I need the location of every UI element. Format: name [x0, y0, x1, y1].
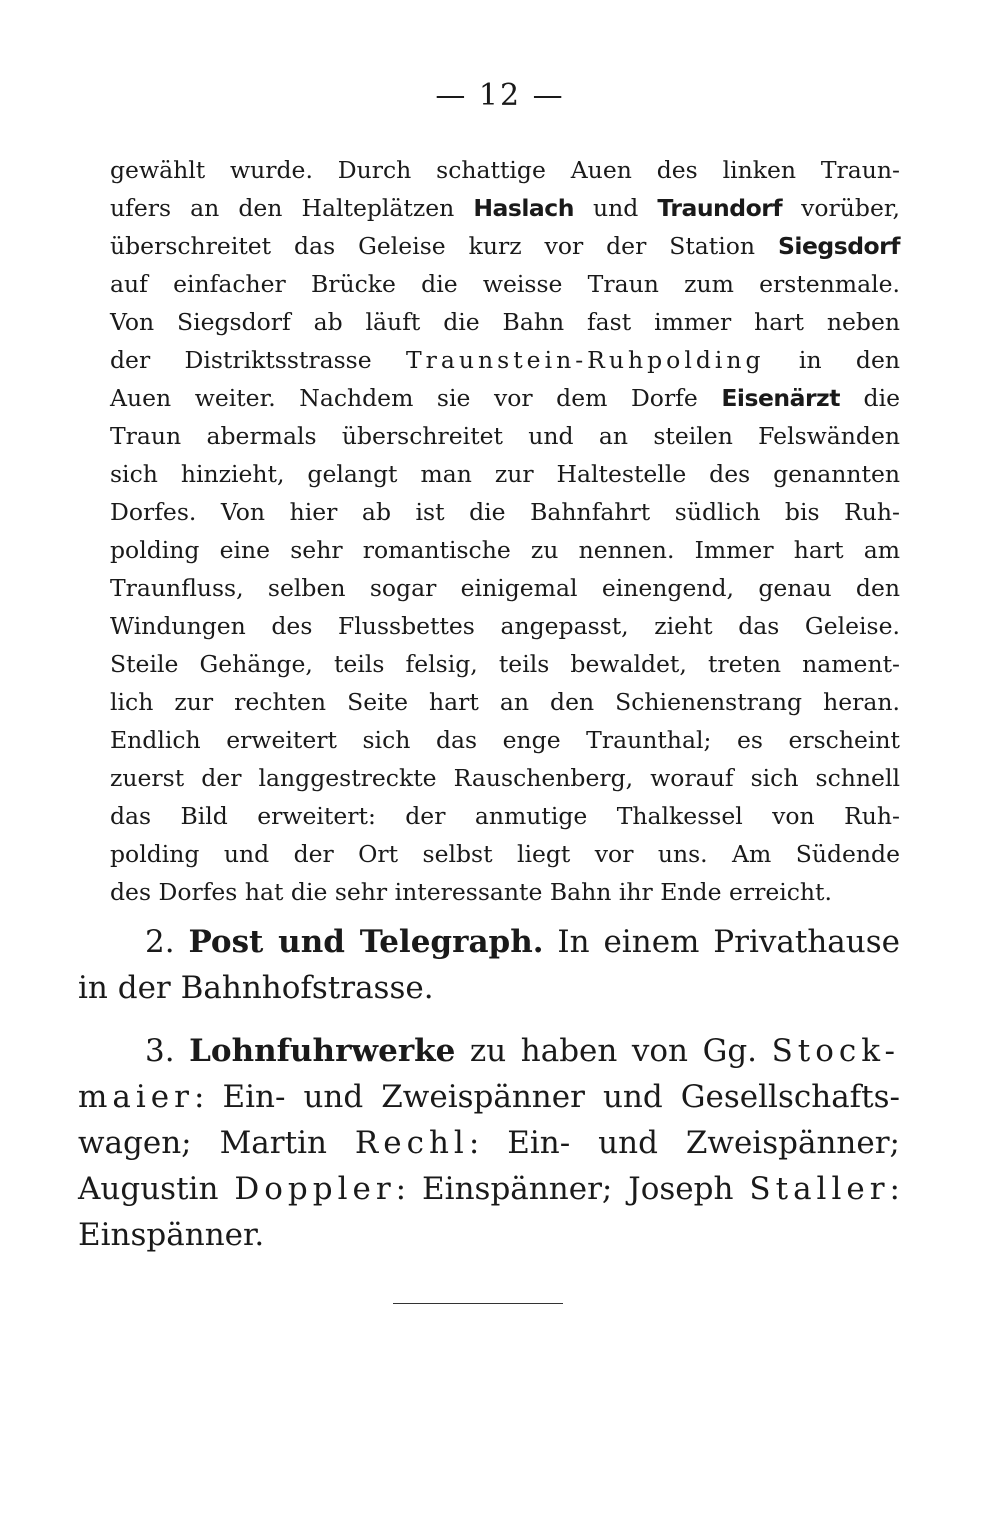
text-line: Dorfes. Von hier ab ist die Bahnfahrt südlich bis Ruh- — [110, 498, 900, 526]
text-line: Einspänner. — [78, 1217, 265, 1253]
text-run: : Einspänner; Joseph — [395, 1171, 750, 1207]
text-line: polding eine sehr romantische zu nennen. Immer hart am — [110, 536, 900, 564]
text-run: ufers an den Halteplätzen — [110, 194, 474, 222]
place-name-traundorf: Traundorf — [657, 194, 783, 222]
text-line: das Bild erweitert: der anmutige Thalkessel von Ruh- — [110, 802, 900, 830]
text-run: : Ein- und Zweispänner; — [468, 1125, 900, 1161]
text-line — [78, 1125, 900, 1161]
text-run: Auen weiter. Nachdem sie vor dem Dorfe — [110, 384, 722, 412]
spaced-name: Doppler — [234, 1171, 396, 1207]
text-run: wagen; Martin — [78, 1125, 355, 1161]
text-run: In einem Privathause — [543, 924, 900, 960]
spaced-name: Staller — [749, 1171, 890, 1207]
text-run: die — [839, 384, 900, 412]
text-line: Traun abermals überschreitet und an steilen Felswänden — [110, 422, 900, 450]
text-line: polding und der Ort selbst liegt vor uns. Am Südende — [110, 840, 900, 868]
text-run: Augustin — [78, 1171, 235, 1207]
text-line: zuerst der langgestreckte Rauschenberg, worauf sich schnell — [110, 764, 900, 792]
text-line — [78, 1079, 900, 1115]
text-line — [110, 384, 900, 412]
text-line: lich zur rechten Seite hart an den Schienenstrang heran. — [110, 688, 900, 716]
text-line: Von Siegsdorf ab läuft die Bahn fast immer hart neben — [110, 308, 900, 336]
place-name-haslach: Haslach — [473, 194, 574, 222]
text-line — [110, 346, 900, 374]
text-line — [110, 194, 900, 222]
text-line: Steile Gehänge, teils felsig, teils bewaldet, treten nament- — [110, 650, 900, 678]
text-line: Endlich erweitert sich das enge Traunthal; es erscheint — [110, 726, 900, 754]
place-name-eisenaerzt: Eisenärzt — [721, 384, 840, 412]
section-heading: Post und Telegraph. — [188, 924, 544, 960]
text-run: in den — [764, 346, 900, 374]
text-line: in der Bahnhofstrasse. — [78, 970, 434, 1006]
section-number: 2. — [145, 924, 189, 960]
text-line: auf einfacher Brücke die weisse Traun zum erstenmale. — [110, 270, 900, 298]
text-line: sich hinzieht, gelangt man zur Haltestelle des genannten — [110, 460, 900, 488]
end-rule — [393, 1303, 563, 1304]
section-heading: Lohnfuhrwerke — [189, 1033, 456, 1069]
text-run: überschreitet das Geleise kurz vor der Station — [110, 232, 778, 260]
text-line — [110, 232, 900, 260]
spaced-road-name: Traunstein-Ruhpolding — [405, 346, 765, 374]
text-run: zu haben von Gg. — [455, 1033, 772, 1069]
text-run: der Distriktsstrasse — [110, 346, 406, 374]
text-line — [145, 924, 900, 960]
page-number: — 12 — — [435, 78, 565, 113]
text-run: : — [889, 1171, 900, 1207]
place-name-siegsdorf: Siegsdorf — [777, 232, 900, 260]
text-run: : Ein- und Zweispänner und Gesellschafts- — [193, 1079, 900, 1115]
text-line: des Dorfes hat die sehr interessante Bahn ihr Ende erreicht. — [110, 878, 832, 906]
spaced-name: maier — [78, 1079, 194, 1115]
text-run: vorüber, — [782, 194, 900, 222]
text-line: Windungen des Flussbettes angepasst, zieht das Geleise. — [110, 612, 900, 640]
spaced-name: Stock- — [771, 1033, 900, 1069]
section-number: 3. — [145, 1033, 190, 1069]
text-line: Traunfluss, selben sogar einigemal einengend, genau den — [110, 574, 900, 602]
text-line: gewählt wurde. Durch schattige Auen des linken Traun- — [110, 156, 900, 184]
spaced-name: Rechl — [354, 1125, 469, 1161]
text-line — [145, 1033, 900, 1069]
text-line — [78, 1171, 900, 1207]
text-run: und — [573, 194, 658, 222]
